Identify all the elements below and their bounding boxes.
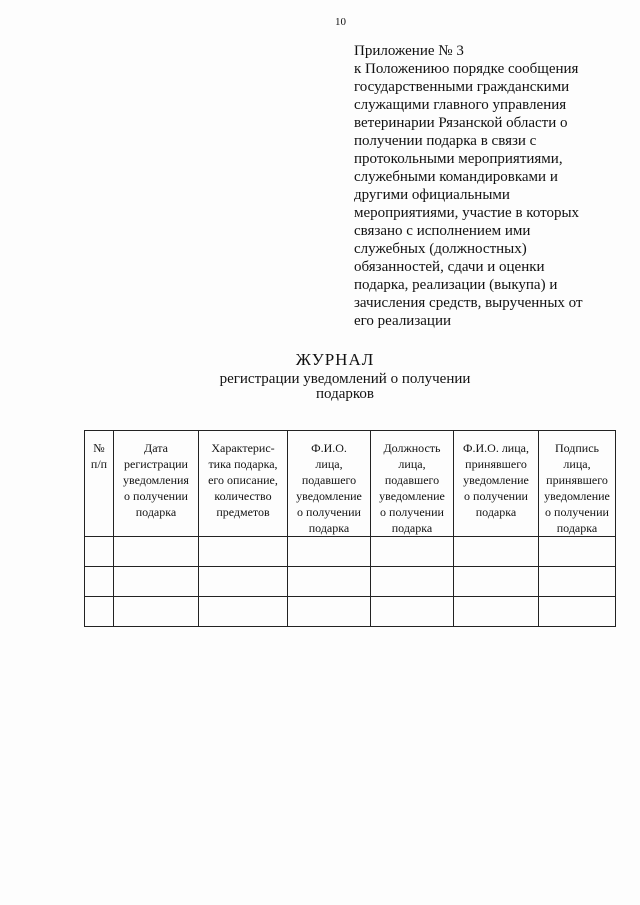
appendix-line: Приложение № 3 xyxy=(354,43,464,59)
table-cell xyxy=(371,567,454,597)
registration-table xyxy=(84,430,616,627)
table-cell xyxy=(539,537,616,567)
column-header xyxy=(85,431,114,537)
column-header-line: о получении xyxy=(545,505,609,519)
table-cell xyxy=(114,597,199,627)
subtitle-line: регистрации уведомлений о получении xyxy=(219,371,471,387)
appendix-line: к Положениюо порядке сообщения xyxy=(354,61,579,77)
appendix-line: зачисления средств, вырученных от xyxy=(354,295,583,311)
appendix-line: подарка, реализации (выкупа) и xyxy=(354,277,558,293)
column-header-line: тика подарка, xyxy=(208,457,278,471)
page-number: 10 xyxy=(335,16,346,28)
column-header-line: Подпись xyxy=(554,441,600,455)
column-header-line: о получении xyxy=(124,489,188,503)
column-header-line: подарка xyxy=(391,521,433,535)
column-header-line: № xyxy=(93,441,105,455)
appendix-line: служебными командировками и xyxy=(354,169,558,185)
appendix-line: протокольными мероприятиями, xyxy=(354,151,563,167)
column-header-line: Дата xyxy=(144,441,168,455)
column-header-line: подарка xyxy=(135,505,177,519)
column-header xyxy=(454,431,539,537)
table-cell xyxy=(288,567,371,597)
appendix-line: служащими главного управления xyxy=(354,97,567,113)
column-header-line: его описание, xyxy=(208,473,278,487)
table-cell xyxy=(288,537,371,567)
table-cell xyxy=(454,597,539,627)
column-header-line: подарка xyxy=(308,521,350,535)
column-header xyxy=(539,431,616,537)
column-header-line: Ф.И.О. xyxy=(311,441,347,455)
appendix-block xyxy=(354,42,604,330)
appendix-line: мероприятиями, участие в которых xyxy=(354,205,580,221)
table-cell xyxy=(539,597,616,627)
column-header-line: количество xyxy=(214,489,272,503)
table-row xyxy=(85,597,616,627)
column-header-line: Характерис- xyxy=(211,441,275,455)
column-header-line: Должность xyxy=(383,441,441,455)
column-header-line: о получении xyxy=(380,505,444,519)
column-header-line: подарка xyxy=(475,505,517,519)
column-header-line: уведомление xyxy=(296,489,362,503)
table-cell xyxy=(85,537,114,567)
table-cell xyxy=(371,537,454,567)
table-cell xyxy=(288,597,371,627)
column-header xyxy=(288,431,371,537)
column-header-line: уведомления xyxy=(123,473,189,487)
appendix-line: получении подарка в связи с xyxy=(354,133,537,149)
column-header-line: Ф.И.О. лица, xyxy=(463,441,529,455)
table-body xyxy=(85,537,616,627)
column-header-line: о получении xyxy=(464,489,528,503)
table-cell xyxy=(199,597,288,627)
table-cell xyxy=(85,597,114,627)
table-cell xyxy=(114,567,199,597)
table-row xyxy=(85,537,616,567)
column-header-line: предметов xyxy=(216,505,270,519)
column-header xyxy=(371,431,454,537)
table-cell xyxy=(85,567,114,597)
appendix-line: служебных (должностных) xyxy=(354,241,527,257)
column-header xyxy=(114,431,199,537)
journal-subtitle xyxy=(0,372,640,402)
appendix-line: государственными гражданскими xyxy=(354,79,570,95)
column-header-line: уведомление xyxy=(379,489,445,503)
table-cell xyxy=(454,537,539,567)
column-header-line: уведомление xyxy=(544,489,610,503)
journal-title: ЖУРНАЛ xyxy=(295,350,375,369)
table-cell xyxy=(454,567,539,597)
appendix-line: связано с исполнением ими xyxy=(354,223,531,239)
appendix-line: ветеринарии Рязанской области о xyxy=(354,115,568,131)
column-header-line: уведомление xyxy=(463,473,529,487)
column-header-line: п/п xyxy=(90,457,108,471)
column-header-line: подарка xyxy=(556,521,598,535)
appendix-line: обязанностей, сдачи и оценки xyxy=(354,259,545,275)
column-header-line: принявшего xyxy=(465,457,527,471)
column-header-line: принявшего xyxy=(546,473,608,487)
appendix-line: другими официальными xyxy=(354,187,510,203)
table-cell xyxy=(114,537,199,567)
column-header-line: лица, xyxy=(563,457,591,471)
subtitle-line: подарков xyxy=(316,386,374,402)
table-row xyxy=(85,567,616,597)
appendix-line: его реализации xyxy=(354,313,451,329)
column-header-line: лица, xyxy=(398,457,426,471)
table-cell xyxy=(539,567,616,597)
column-header-line: о получении xyxy=(297,505,361,519)
table-cell xyxy=(199,567,288,597)
table-cell xyxy=(199,537,288,567)
column-header-line: подавшего xyxy=(301,473,357,487)
column-header-line: лица, xyxy=(315,457,343,471)
column-header-line: подавшего xyxy=(384,473,440,487)
column-header xyxy=(199,431,288,537)
table-header-row xyxy=(85,431,616,537)
table-cell xyxy=(371,597,454,627)
column-header-line: регистрации xyxy=(124,457,188,471)
